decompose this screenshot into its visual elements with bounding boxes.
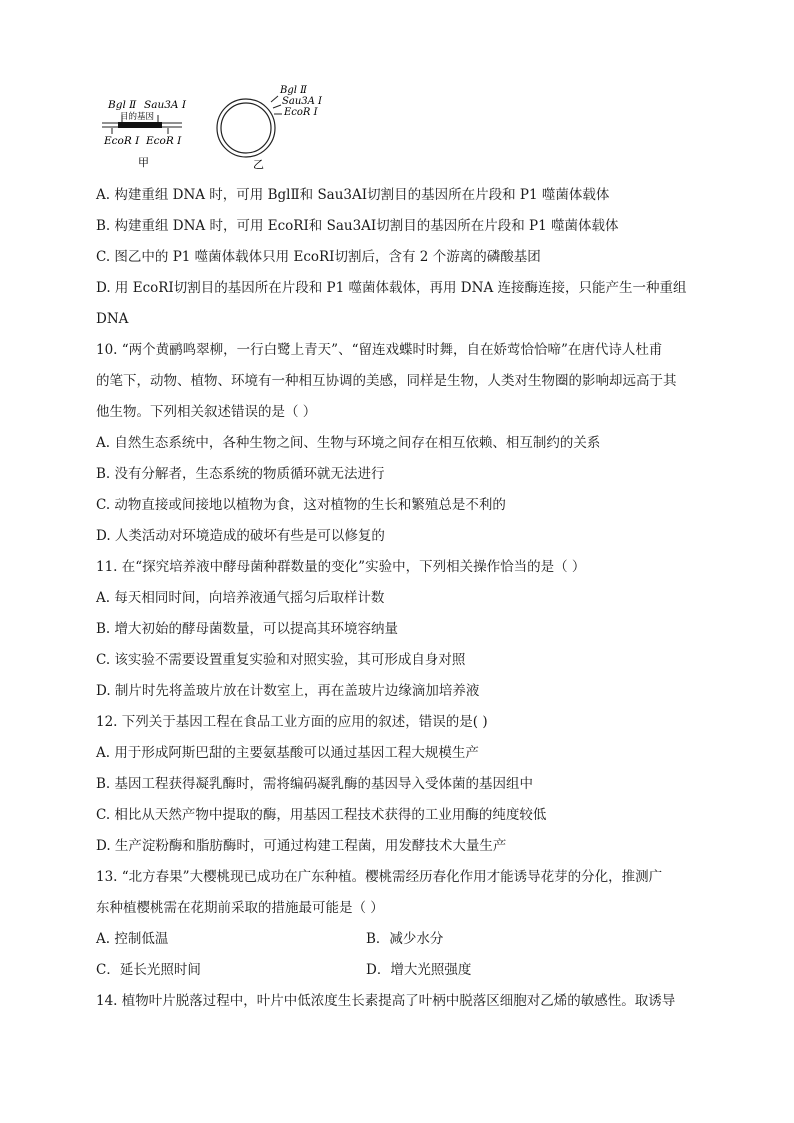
figure-yi — [217, 85, 323, 170]
jia-target-gene-segment — [118, 122, 162, 128]
yi-bgl-label: Bgl Ⅱ — [280, 85, 307, 96]
q10-option-a: A. 自然生态系统中，各种生物之间、生物与环境之间存在相互依赖、相互制约的关系 — [96, 435, 601, 451]
yi-bgl-site — [271, 96, 278, 102]
q13-options-row2 — [96, 955, 706, 986]
q12-option-a: A. 用于形成阿斯巴甜的主要氨基酸可以通过基因工程大规模生产 — [96, 745, 479, 761]
jia-eco-right-label: EcoR Ⅰ — [146, 135, 182, 147]
q11-option-b: B. 增大初始的酵母菌数量，可以提高其环境容纳量 — [96, 621, 399, 637]
q14-stem-line1: 14. 植物叶片脱落过程中，叶片中低浓度生长素提高了叶柄中脱落区细胞对乙烯的敏感性。取诱导 — [96, 993, 676, 1009]
yi-caption: 乙 — [253, 158, 264, 170]
q13-option-c: C．延长光照时间 — [96, 962, 201, 978]
q12-stem: 12. 下列关于基因工程在食品工业方面的应用的叙述，错误的是( ) — [96, 714, 488, 730]
q9-option-d: D. 用 EcoRⅠ切割目的基因所在片段和 P1 噬菌体载体，再用 DNA 连接酶连接，只能产生一种重组 — [96, 280, 687, 296]
yi-outer-ring — [217, 99, 275, 157]
jia-bgl-label: Bgl Ⅱ — [108, 99, 137, 111]
jia-eco-left-label: EcoR Ⅰ — [104, 135, 140, 147]
q10-option-d: D. 人类活动对环境造成的破坏有些是可以修复的 — [96, 528, 385, 544]
q11-option-a: A. 每天相同时间，向培养液通气摇匀后取样计数 — [96, 590, 385, 606]
question-content — [96, 180, 706, 1017]
q10-option-b: B. 没有分解者，生态系统的物质循环就无法进行 — [96, 466, 385, 482]
q13-option-a: A. 控制低温 — [96, 931, 169, 947]
q11-option-d: D. 制片时先将盖玻片放在计数室上，再在盖玻片边缘滴加培养液 — [96, 683, 480, 699]
jia-sau-label: Sau3A Ⅰ — [144, 99, 186, 111]
q12-option-c: C. 相比从天然产物中提取的酶，用基因工程技术获得的工业用酶的纯度较低 — [96, 807, 547, 823]
yi-sau-site — [273, 105, 281, 108]
q13-stem-line1: 13. “北方春果”大樱桃现已成功在广东种植。樱桃需经历春化作用才能诱导花芽的分化，推测广 — [96, 869, 663, 885]
q9-option-b: B. 构建重组 DNA 时，可用 EcoRⅠ和 Sau3AⅠ切割目的基因所在片段和 P1 噬菌体载体 — [96, 218, 619, 234]
q10-stem-line2: 的笔下，动物、植物、环境有一种相互协调的美感，同样是生物，人类对生物圈的影响却远高于其 — [96, 373, 677, 389]
q9-option-d-cont: DNA — [96, 311, 129, 327]
q9-option-a: A. 构建重组 DNA 时，可用 BglⅡ和 Sau3AⅠ切割目的基因所在片段和 P1 噬菌体载体 — [96, 187, 610, 203]
q9-option-c: C. 图乙中的 P1 噬菌体载体只用 EcoRⅠ切割后，含有 2 个游离的磷酸基团 — [96, 249, 541, 265]
q11-stem: 11. 在“探究培养液中酵母菌种群数量的变化”实验中，下列相关操作恰当的是（ ） — [96, 559, 586, 575]
q10-stem-line1: 10. “两个黄鹂鸣翠柳，一行白鹭上青天”、“留连戏蝶时时舞，自在娇莺恰恰啼”在唐代诗人杜甫 — [96, 342, 663, 358]
yi-eco-label: EcoR Ⅰ — [284, 107, 318, 118]
yi-sau-label: Sau3A Ⅰ — [282, 96, 322, 107]
q13-option-d: D．增大光照强度 — [366, 962, 472, 978]
restriction-map-figure — [98, 78, 358, 170]
jia-target-gene-label: 目的基因 — [120, 112, 155, 122]
q10-stem-line3: 他生物。下列相关叙述错误的是（ ） — [96, 404, 317, 420]
q11-option-c: C. 该实验不需要设置重复实验和对照实验，其可形成自身对照 — [96, 652, 466, 668]
q13-options-row1 — [96, 924, 706, 955]
jia-caption: 甲 — [138, 156, 149, 169]
q10-option-c: C. 动物直接或间接地以植物为食，这对植物的生长和繁殖总是不利的 — [96, 497, 506, 513]
q13-option-b: B．减少水分 — [366, 931, 444, 947]
q12-option-b: B. 基因工程获得凝乳酶时，需将编码凝乳酶的基因导入受体菌的基因组中 — [96, 776, 534, 792]
figure-jia — [102, 99, 187, 169]
q12-option-d: D. 生产淀粉酶和脂肪酶时，可通过构建工程菌，用发酵技术大量生产 — [96, 838, 507, 854]
yi-inner-ring — [221, 103, 271, 153]
q13-stem-line2: 东种植樱桃需在花期前采取的措施最可能是（ ） — [96, 900, 384, 916]
